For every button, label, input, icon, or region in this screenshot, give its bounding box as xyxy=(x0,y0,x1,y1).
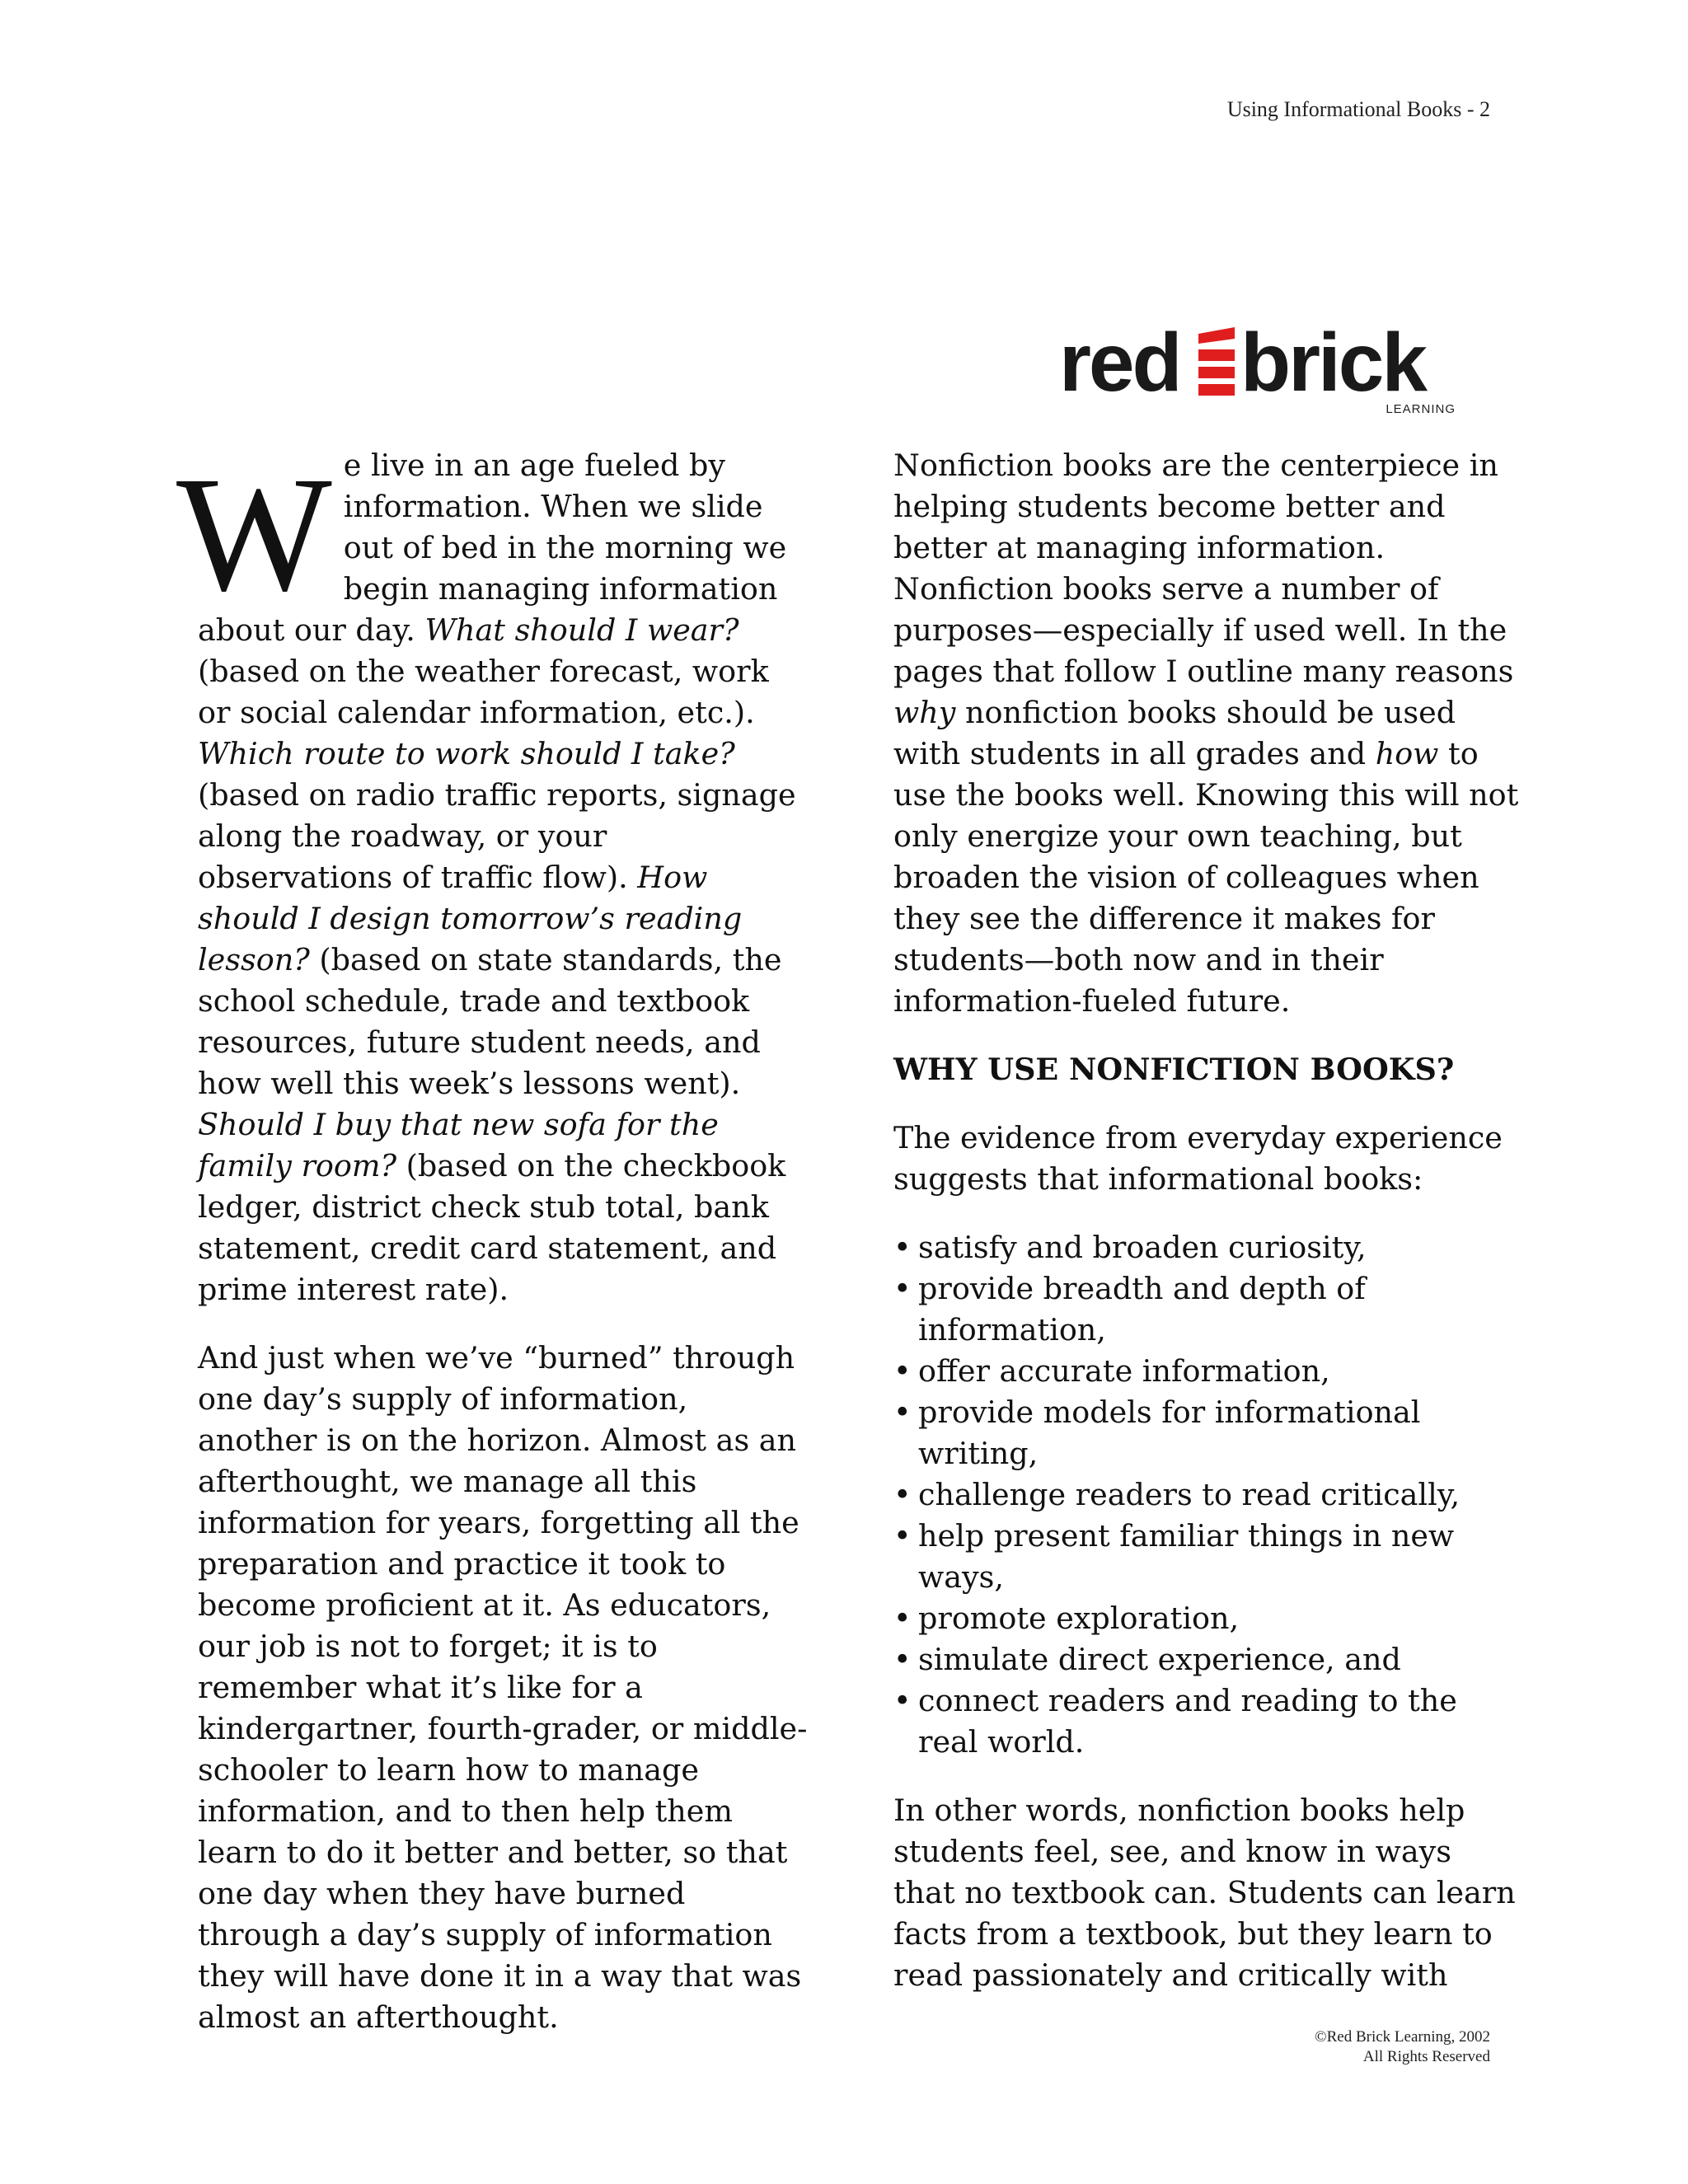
running-header: Using Informational Books - 2 xyxy=(1226,97,1490,121)
list-item: • help present familiar things in new ways, xyxy=(893,1516,1520,1598)
intro-text: (based on the weather forecast, work or social calendar information, etc.). xyxy=(198,654,769,730)
emphasis-why: why xyxy=(893,695,956,730)
list-item: • satisfy and broaden curiosity, xyxy=(893,1227,1520,1268)
brick-stack-icon xyxy=(1193,327,1240,396)
list-item: • challenge readers to read critically, xyxy=(893,1474,1520,1516)
rights-line: All Rights Reserved xyxy=(1362,2048,1490,2065)
reasons-list xyxy=(893,1227,1520,1763)
section-heading: WHY USE NONFICTION BOOKS? xyxy=(893,1052,1455,1087)
drop-cap: W xyxy=(176,443,332,626)
bullet-icon: • xyxy=(893,1477,912,1512)
bullet-icon: • xyxy=(893,1642,912,1677)
question-lesson: How should I design tomorrow’s reading lesson? xyxy=(198,860,743,977)
right-column xyxy=(893,445,1520,2023)
copyright-line: ©Red Brick Learning, 2002 xyxy=(1315,2028,1490,2046)
bullet-icon: • xyxy=(893,1683,912,1718)
bullet-icon: • xyxy=(893,1394,912,1430)
logo-word-brick: brick xyxy=(1240,316,1426,409)
bullet-icon: • xyxy=(893,1518,912,1554)
bullet-icon: • xyxy=(893,1271,912,1306)
question-wear: What should I wear? xyxy=(424,612,739,648)
bullet-icon: • xyxy=(893,1353,912,1389)
red-brick-logo xyxy=(1055,317,1467,424)
intro-text: e live in an age fueled by information. When we slide out of bed in the morning we begin managing information about our day. xyxy=(198,448,787,648)
closing-paragraph: In other words, nonfiction books help students feel, see, and know in ways that no textbook can. Students can learn facts from a textbook, but they learn to read passionately and critically with xyxy=(893,1793,1516,1993)
intro-paragraph xyxy=(176,443,808,1310)
list-item: • promote exploration, xyxy=(893,1598,1520,1639)
intro-text: (based on the checkbook ledger, district check stub total, bank statement, credit card statement, and prime interest rate). xyxy=(198,1148,786,1307)
logo-word-red: red xyxy=(1059,316,1180,409)
intro-text: (based on radio traffic reports, signage along the roadway, or your observations of traffic flow). xyxy=(198,777,796,895)
left-column xyxy=(176,443,808,2065)
logo-tagline: LEARNING xyxy=(1386,402,1456,416)
list-item: • simulate direct experience, and xyxy=(893,1639,1520,1680)
question-sofa: Should I buy that new sofa for the family room? xyxy=(198,1107,719,1183)
list-item: • connect readers and reading to the real world. xyxy=(893,1680,1520,1763)
list-item: • offer accurate information, xyxy=(893,1351,1520,1392)
list-item: • provide models for informational writing, xyxy=(893,1392,1520,1474)
list-item: • provide breadth and depth of information, xyxy=(893,1268,1520,1351)
bullet-icon: • xyxy=(893,1230,912,1265)
centerpiece-paragraph: Nonfiction books are the centerpiece in helping students become better and better at managing information. Nonfiction books serve a number of purposes—especially if used well. In the pages that follow I outline many reasons why nonfiction books should be used with students in all grades and how to use the books well. Knowing this will not only energize your own teaching, but broaden the vision of colleagues when they see the difference it makes for students—both now and in their information-fueled future. xyxy=(893,448,1519,1019)
evidence-paragraph: The evidence from everyday experience suggests that informational books: xyxy=(893,1120,1503,1197)
question-route: Which route to work should I take? xyxy=(198,736,735,771)
bullet-icon: • xyxy=(893,1601,912,1636)
intro-text: (based on state standards, the school schedule, trade and textbook resources, future student needs, and how well this week’s lessons went). xyxy=(198,942,782,1101)
copyright-notice xyxy=(1315,2027,1490,2067)
body-paragraph: And just when we’ve “burned” through one day’s supply of information, another is on the horizon. Almost as an afterthought, we manage all this information for years, forgetting all the preparation and practice it took to become proficient at it. As educators, our job is not to forget; it is to remember what it’s like for a kindergartner, fourth-grader, or middle-schooler to learn how to manage information, and to then help them learn to do it better and better, so that one day when they have burned through a day’s supply of information they will have done it in a way that was almost an afterthought. xyxy=(198,1340,808,2035)
emphasis-how: how xyxy=(1375,736,1439,771)
